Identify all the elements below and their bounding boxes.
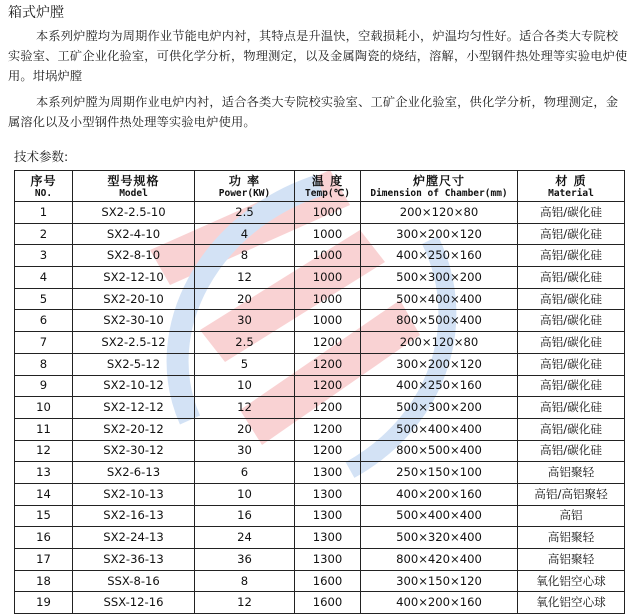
cell-material: 高铝/碳化硅 (518, 267, 625, 289)
cell-dimension: 800×500×400 (361, 440, 518, 462)
cell-model: SSX-12-16 (73, 592, 195, 614)
cell-no: 5 (15, 288, 73, 310)
cell-temp: 1000 (295, 267, 361, 289)
cell-material: 高铝/碳化硅 (518, 418, 625, 440)
cell-no: 9 (15, 375, 73, 397)
cell-dimension: 200×120×80 (361, 332, 518, 354)
cell-material: 高铝/碳化硅 (518, 288, 625, 310)
cell-dimension: 400×250×160 (361, 375, 518, 397)
cell-no: 14 (15, 483, 73, 505)
cell-material: 高铝/碳化硅 (518, 440, 625, 462)
cell-no: 19 (15, 592, 73, 614)
cell-dimension: 500×400×400 (361, 418, 518, 440)
cell-model: SX2-10-12 (73, 375, 195, 397)
table-row (15, 440, 625, 462)
cell-temp: 1300 (295, 549, 361, 571)
cell-dimension: 300×200×120 (361, 223, 518, 245)
cell-temp: 1200 (295, 353, 361, 375)
crucible-paragraph (8, 92, 628, 132)
cell-model: SX2-16-13 (73, 505, 195, 527)
cell-model: SX2-30-12 (73, 440, 195, 462)
header-power-en: Power(KW) (218, 187, 271, 199)
cell-power: 24 (195, 527, 295, 549)
cell-model: SX2-20-10 (73, 288, 195, 310)
cell-temp: 1300 (295, 527, 361, 549)
header-material (518, 171, 625, 202)
cell-dimension: 400×200×160 (361, 592, 518, 614)
cell-no: 16 (15, 527, 73, 549)
table-row (15, 375, 625, 397)
cell-temp: 1300 (295, 505, 361, 527)
header-dimension-cn: 炉膛尺寸 (412, 173, 465, 188)
cell-power: 5 (195, 353, 295, 375)
table-row (15, 245, 625, 267)
cell-material: 氧化铝空心球 (518, 592, 625, 614)
header-model-en: Model (119, 187, 148, 199)
cell-dimension: 300×150×120 (361, 570, 518, 592)
header-material-en: Material (548, 187, 594, 199)
cell-material: 高铝/碳化硅 (518, 397, 625, 419)
table-row (15, 202, 625, 224)
cell-model: SX2-4-10 (73, 223, 195, 245)
cell-material: 高铝/碳化硅 (518, 353, 625, 375)
cell-dimension: 500×400×400 (361, 288, 518, 310)
cell-no: 6 (15, 310, 73, 332)
cell-dimension: 500×300×200 (361, 397, 518, 419)
cell-model: SX2-30-10 (73, 310, 195, 332)
cell-dimension: 500×320×400 (361, 527, 518, 549)
cell-no: 4 (15, 267, 73, 289)
cell-power: 12 (195, 397, 295, 419)
header-dimension (361, 171, 518, 202)
cell-dimension: 800×500×400 (361, 310, 518, 332)
cell-no: 1 (15, 202, 73, 224)
cell-material: 高铝/高铝聚轻 (518, 483, 625, 505)
cell-no: 11 (15, 418, 73, 440)
header-temp (295, 171, 361, 202)
cell-power: 20 (195, 418, 295, 440)
cell-temp: 1200 (295, 418, 361, 440)
table-row (15, 223, 625, 245)
cell-material: 高铝/碳化硅 (518, 375, 625, 397)
cell-model: SX2-10-13 (73, 483, 195, 505)
cell-model: SSX-8-16 (73, 570, 195, 592)
crucible-text: 本系列炉膛为周期作业电炉内衬，适合各类大专院校实验室、工矿企业化验室，供化学分析，物理测定，金属溶化以及小型钢件热处理等实验电炉使用。 (8, 95, 619, 129)
cell-no: 10 (15, 397, 73, 419)
cell-model: SX2-2.5-12 (73, 332, 195, 354)
cell-power: 10 (195, 375, 295, 397)
table-row (15, 570, 625, 592)
table-row (15, 353, 625, 375)
cell-material: 高铝/碳化硅 (518, 332, 625, 354)
table-row (15, 397, 625, 419)
header-no-cn: 序号 (30, 173, 57, 188)
cell-power: 16 (195, 505, 295, 527)
cell-power: 8 (195, 245, 295, 267)
cell-temp: 1200 (295, 397, 361, 419)
cell-dimension: 400×200×160 (361, 483, 518, 505)
cell-power: 12 (195, 592, 295, 614)
cell-temp: 1000 (295, 245, 361, 267)
header-temp-cn: 温 度 (311, 173, 344, 188)
table-header-row (15, 171, 625, 202)
cell-power: 12 (195, 267, 295, 289)
cell-temp: 1000 (295, 310, 361, 332)
cell-power: 2.5 (195, 332, 295, 354)
cell-material: 氧化铝空心球 (518, 570, 625, 592)
header-temp-en: Temp(℃) (305, 187, 350, 199)
cell-no: 8 (15, 353, 73, 375)
cell-power: 20 (195, 288, 295, 310)
cell-dimension: 500×400×400 (361, 505, 518, 527)
cell-power: 6 (195, 462, 295, 484)
cell-no: 7 (15, 332, 73, 354)
cell-dimension: 400×250×160 (361, 245, 518, 267)
cell-dimension: 300×200×120 (361, 353, 518, 375)
cell-material: 高铝聚轻 (518, 549, 625, 571)
cell-temp: 1200 (295, 332, 361, 354)
header-model (73, 171, 195, 202)
header-power (195, 171, 295, 202)
cell-model: SX2-8-10 (73, 245, 195, 267)
cell-model: SX2-6-13 (73, 462, 195, 484)
cell-material: 高铝/碳化硅 (518, 202, 625, 224)
table-row (15, 592, 625, 614)
cell-material: 高铝/碳化硅 (518, 223, 625, 245)
header-model-cn: 型号规格 (107, 173, 160, 188)
table-row (15, 462, 625, 484)
cell-model: SX2-36-13 (73, 549, 195, 571)
cell-no: 13 (15, 462, 73, 484)
params-label: 技术参数: (14, 149, 69, 164)
table-row (15, 549, 625, 571)
cell-power: 10 (195, 483, 295, 505)
table-row (15, 505, 625, 527)
cell-dimension: 500×300×200 (361, 267, 518, 289)
cell-material: 高铝聚轻 (518, 462, 625, 484)
cell-model: SX2-24-13 (73, 527, 195, 549)
cell-no: 18 (15, 570, 73, 592)
cell-power: 4 (195, 223, 295, 245)
cell-model: SX2-20-12 (73, 418, 195, 440)
header-no-en: NO. (34, 187, 53, 199)
cell-temp: 1000 (295, 288, 361, 310)
cell-no: 15 (15, 505, 73, 527)
table-row (15, 310, 625, 332)
cell-temp: 1300 (295, 462, 361, 484)
cell-material: 高铝 (518, 505, 625, 527)
header-material-cn: 材 质 (555, 173, 587, 188)
cell-material: 高铝聚轻 (518, 527, 625, 549)
cell-no: 2 (15, 223, 73, 245)
cell-no: 17 (15, 549, 73, 571)
cell-no: 12 (15, 440, 73, 462)
cell-model: SX2-5-12 (73, 353, 195, 375)
header-power-cn: 功 率 (228, 173, 261, 188)
table-row (15, 267, 625, 289)
cell-no: 3 (15, 245, 73, 267)
cell-dimension: 800×420×400 (361, 549, 518, 571)
table-row (15, 483, 625, 505)
intro-text: 本系列炉膛均为周期作业节能电炉内衬，其特点是升温快，空载损耗小，炉温均匀性好。适合各类大专院校实验室、工矿企业化验室，可供化学分析，物理测定，以及金属陶瓷的烧结，溶解，小型钢件热处理等实验电炉使用。坩埚炉膛 (8, 29, 628, 83)
cell-material: 高铝/碳化硅 (518, 310, 625, 332)
cell-power: 30 (195, 310, 295, 332)
cell-power: 36 (195, 549, 295, 571)
cell-temp: 1600 (295, 570, 361, 592)
cell-power: 8 (195, 570, 295, 592)
table-row (15, 418, 625, 440)
cell-model: SX2-2.5-10 (73, 202, 195, 224)
table-row (15, 288, 625, 310)
table-row (15, 332, 625, 354)
spec-table (14, 170, 625, 614)
cell-temp: 1200 (295, 440, 361, 462)
cell-temp: 1200 (295, 375, 361, 397)
cell-temp: 1000 (295, 223, 361, 245)
cell-power: 30 (195, 440, 295, 462)
cell-power: 2.5 (195, 202, 295, 224)
cell-dimension: 250×150×100 (361, 462, 518, 484)
cell-dimension: 200×120×80 (361, 202, 518, 224)
cell-temp: 1600 (295, 592, 361, 614)
page-title: 箱式炉膛 (8, 5, 64, 21)
cell-temp: 1000 (295, 202, 361, 224)
table-body (15, 202, 625, 614)
intro-paragraph (8, 26, 628, 86)
header-no (15, 171, 73, 202)
header-dimension-en: Dimension of Chamber(mm) (370, 187, 508, 199)
cell-material: 高铝/碳化硅 (518, 245, 625, 267)
cell-model: SX2-12-10 (73, 267, 195, 289)
cell-temp: 1300 (295, 483, 361, 505)
cell-model: SX2-12-12 (73, 397, 195, 419)
table-row (15, 527, 625, 549)
